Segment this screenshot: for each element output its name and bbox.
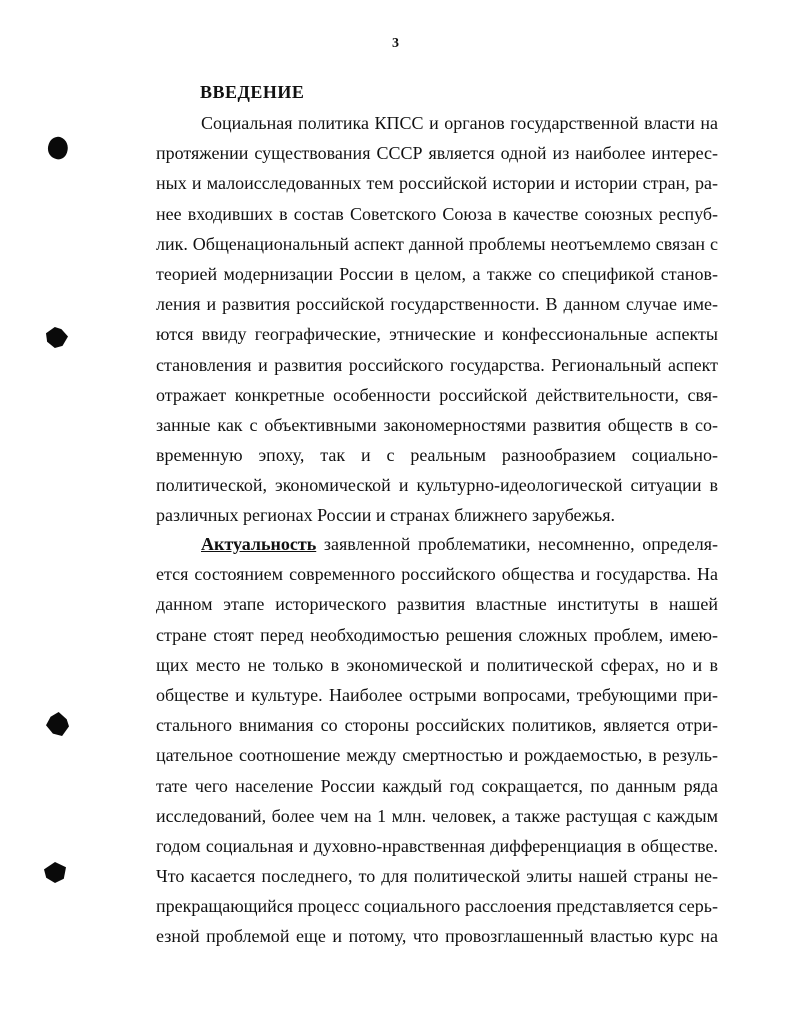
text-line [156, 529, 718, 559]
text-line: исследований, более чем на 1 млн. человек, а также растущая с каждым [156, 805, 718, 826]
binding-hole-mark [45, 134, 71, 162]
text-line: езной проблемой еще и потому, что провозглашенный властью курс на [156, 926, 718, 947]
text-line: лик. Общенациональный аспект данной проблемы неотъемлемо связан с [156, 233, 718, 254]
text-line: различных регионах России и странах ближнего зарубежья. [156, 505, 615, 526]
text-line: ных и малоисследованных тем российской истории и истории стран, ра- [156, 173, 718, 194]
text-line: ется состоянием современного российского общества и государства. На [156, 564, 718, 585]
paragraph-relevance [156, 529, 718, 952]
text-line: политической, экономической и культурно-идеологической ситуации в [156, 475, 718, 496]
text-fragment: заявленной проблематики, несомненно, определя- [316, 534, 718, 554]
text-line: стране стоят перед необходимостью решения сложных проблем, имею- [156, 624, 718, 645]
text-line: теорией модернизации России в целом, а также со спецификой станов- [156, 263, 718, 284]
binding-hole-mark [46, 327, 68, 348]
text-line: щих место не только в экономической и политической сферах, но и в [156, 654, 718, 675]
text-line: стального внимания со стороны российских политиков, является отри- [156, 715, 718, 736]
page-number: 3 [392, 36, 399, 51]
text-line: тате чего население России каждый год сокращается, по данным ряда [156, 775, 718, 796]
binding-hole-mark [44, 862, 66, 883]
text-line: обществе и культуре. Наиболее острыми вопросами, требующими при- [156, 684, 718, 705]
text-line: становления и развития российского государства. Региональный аспект [156, 354, 718, 375]
text-line: протяжении существования СССР является одной из наиболее интерес- [156, 143, 718, 164]
relevance-term: Актуальность [201, 534, 317, 554]
text-line: данном этапе исторического развития властные институты в нашей [156, 594, 718, 615]
text-line: ления и развития российской государственности. В данном случае име- [156, 294, 718, 315]
text-line: временную эпоху, так и с реальным разнообразием социально- [156, 445, 718, 466]
paragraph-introduction [156, 108, 718, 531]
text-line: Что касается последнего, то для политической элиты нашей страны не- [156, 866, 718, 887]
text-line: ются ввиду географические, этнические и конфессиональные аспекты [156, 324, 718, 345]
text-line: цательное соотношение между смертностью и рождаемостью, в резуль- [156, 745, 718, 766]
text-line: нее входивших в состав Советского Союза в качестве союзных респуб- [156, 203, 718, 224]
text-line: прекращающийся процесс социального расслоения представляется серь- [156, 896, 718, 917]
text-line: отражает конкретные особенности российской действительности, свя- [156, 384, 718, 405]
text-line: годом социальная и духовно-нравственная дифференциация в обществе. [156, 835, 718, 856]
text-line: Социальная политика КПСС и органов государственной власти на [201, 113, 718, 133]
text-line: занные как с объективными закономерностями развития обществ в со- [156, 414, 718, 435]
section-heading: ВВЕДЕНИЕ [200, 82, 305, 102]
binding-hole-mark [46, 712, 69, 736]
